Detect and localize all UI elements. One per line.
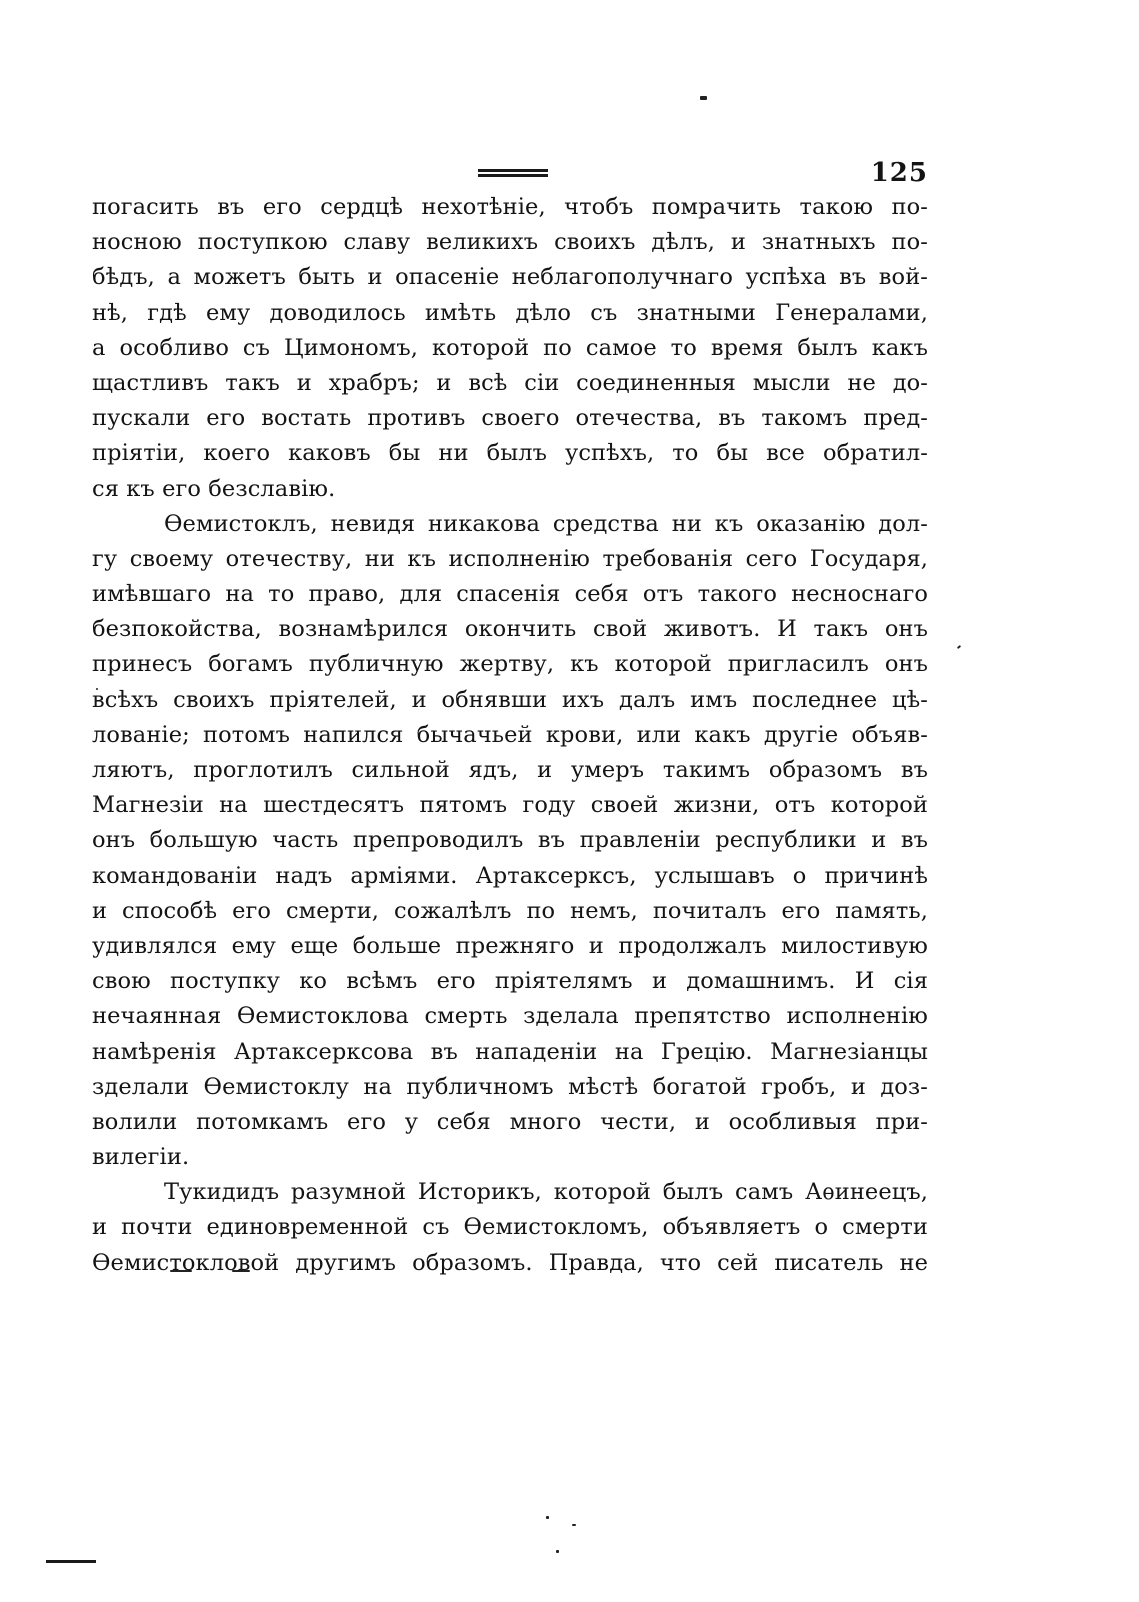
text-line: Тукидидъ разумной Историкъ, которой былъ самъ Аѳинеецъ, (164, 1179, 928, 1206)
text-line: принесъ богамъ публичную жертву, къ которой пригласилъ онъ (92, 651, 928, 678)
text-line: безпокойства, вознамѣрился окончить свой животъ. И такъ онъ (92, 616, 928, 643)
paragraph (92, 190, 928, 507)
scan-speck (556, 1550, 559, 1553)
body-text (92, 190, 928, 1281)
scan-speck (572, 1524, 576, 1526)
text-line: вилегіи. (92, 1144, 190, 1171)
text-line: и почти единовременной съ Ѳемистокломъ, объявляетъ о смерти (92, 1214, 928, 1241)
text-line: свою поступку ко всѣмъ его пріятелямъ и домашнимъ. И сія (92, 968, 928, 995)
text-line: имѣвшаго на то право, для спасенія себя отъ такого несноснаго (92, 581, 928, 608)
text-line: щастливъ такъ и храбръ; и всѣ сіи соединенныя мысли не до- (92, 369, 928, 396)
text-line: Магнезіи на шестдесятъ пятомъ году своей жизни, отъ которой (92, 792, 928, 819)
text-line: бѣдъ, а можетъ быть и опасеніе неблагополучнаго успѣха въ вой- (92, 264, 928, 291)
text-line: нечаянная Ѳемистоклова смерть зделала препятство исполненію (92, 1003, 928, 1030)
scan-speck (546, 1516, 549, 1519)
text-line: зделали Ѳемистоклу на публичномъ мѣстѣ богатой гробъ, и доз- (92, 1073, 928, 1100)
text-line: лованіе; потомъ напился бычачьей крови, или какъ другіе объяв- (92, 721, 928, 748)
text-line: ляютъ, проглотилъ сильной ядъ, и умеръ такимъ образомъ въ (92, 757, 928, 783)
text-line: Ѳемистокловой другимъ образомъ. Правда, что сей писатель не (92, 1249, 928, 1276)
page-header (92, 160, 928, 190)
text-line: онъ большую часть препроводилъ въ правленіи республики и въ (92, 827, 928, 854)
page-number: 125 (870, 158, 928, 188)
paragraph (92, 1175, 928, 1281)
text-line: Ѳемистоклъ, невидя никакова средства ни къ оказанію дол- (164, 510, 928, 537)
text-line: и способѣ его смерти, сожалѣлъ по немъ, почиталъ его память, (92, 897, 928, 924)
text-line: погасить въ его сердцѣ нехотѣніе, чтобъ помрачить такою по- (92, 194, 928, 220)
text-line: волили потомкамъ его у себя много чести, и особливыя при- (92, 1108, 928, 1135)
text-line: командованіи надъ арміями. Артаксерксъ, услышавъ о причинѣ (92, 862, 928, 889)
scan-speck (700, 96, 707, 100)
text-line: всѣхъ своихъ пріятелей, и обнявши ихъ далъ имъ последнее цѣ- (92, 686, 928, 713)
text-line: намѣренія Артаксерксова въ нападеніи на Грецію. Магнезіанцы (92, 1038, 928, 1065)
text-line: пріятіи, коего каковъ бы ни былъ успѣхъ, то бы все обратил- (92, 440, 928, 467)
text-line: носною поступкою славу великихъ своихъ дѣлъ, и знатныхъ по- (92, 229, 928, 256)
text-line: ся къ его безславію. (92, 475, 336, 502)
header-ornament-rule (478, 169, 548, 178)
text-line: пускали его востать противъ своего отечества, въ такомъ пред- (92, 405, 928, 432)
text-line: а особливо съ Цимономъ, которой по самое то время былъ какъ (92, 334, 928, 361)
text-line: нѣ, гдѣ ему доводилось имѣть дѣло съ знатными Генералами, (92, 299, 928, 326)
text-line: удивлялся ему еще больше прежняго и продолжалъ милостивую (92, 932, 928, 959)
text-line: гу своему отечеству, ни къ исполненію требованія сего Государя, (92, 545, 928, 572)
paragraph (92, 507, 928, 1176)
scan-speck (957, 645, 961, 649)
scan-edge-mark (46, 1560, 96, 1563)
